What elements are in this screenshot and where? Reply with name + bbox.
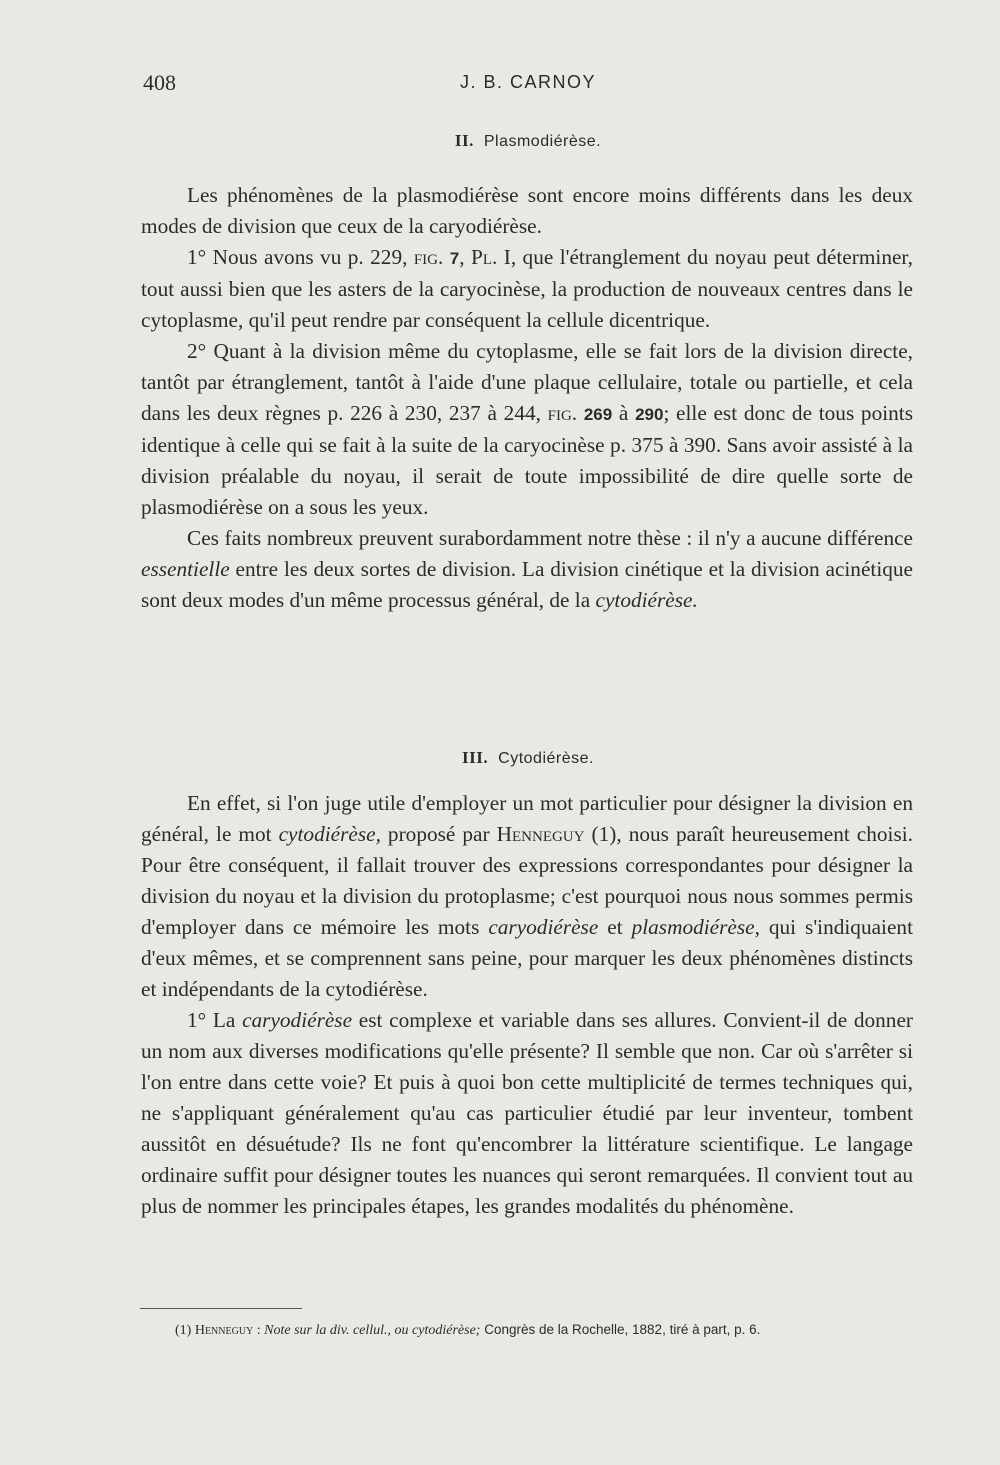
section-number: II.: [454, 131, 474, 150]
footnote: (1) Henneguy : Note sur la div. cellul., ou cytodiérèse; Congrès de la Rochelle, 1882, tiré à part, p. 6.: [175, 1322, 761, 1338]
section-heading-cytodierese: [143, 748, 913, 768]
paragraph: En effet, si l'on juge utile d'employer un mot particulier pour désigner la division en général, le mot cytodiérèse, proposé par Henneguy (1), nous paraît heureusement choisi. Pour être conséquent, il fallait trouver des expressions correspondantes pour désigner la division du noyau et la division du protoplasme; c'est pourquoi nous nous sommes permis d'employer dans ce mémoire les mots caryodiérèse et plasmodiérèse, qui s'indiquaient d'eux mêmes, et se comprennent sans peine, pour marquer les deux phénomènes distincts et indépendants de la cytodiérèse.: [141, 791, 913, 1001]
footnote-reference: (1): [584, 822, 617, 846]
paragraph: 1° La caryodiérèse est complexe et variable dans ses allures. Convient-il de donner un nom aux diverses modifications qu'elle présente? Il semble que non. Car où s'arrêter si l'on entre dans cette voie? Et puis à quoi bon cette multiplicité de termes techniques qui, ne s'appliquant généralement qu'au cas particulier étudié par leur inventeur, tombent aussitôt en désuétude? Ils ne font qu'encombrer la littérature scientifique. Le langage ordinaire suffit pour désigner toutes les nuances qui seront remarquées. Il convient tout au plus de nommer les principales étapes, les grandes modalités du phénomène.: [141, 1008, 913, 1218]
footnote-rule: [140, 1308, 302, 1309]
section-title: Plasmodiérèse.: [483, 133, 602, 150]
paragraph: Ces faits nombreux preuvent surabordamment notre thèse : il n'y a aucune différence essentielle entre les deux sortes de division. La division cinétique et la division acinétique sont deux modes d'un même processus général, de la cytodiérèse.: [141, 526, 913, 612]
footnote-title: Note sur la div. cellul., ou cytodiérèse;: [264, 1323, 481, 1338]
paragraph: 1° Nous avons vu p. 229, fig. 7, Pl. I, que l'étranglement du noyau peut déterminer, tout aussi bien que les asters de la caryocinèse, la production de nouveaux centres dans le cytoplasme, qu'il peut rendre par conséquent la cellule dicentrique.: [141, 245, 913, 332]
section-number: III.: [462, 748, 489, 767]
section-body-plasmodierese: [141, 180, 913, 616]
paragraph: 2° Quant à la division même du cytoplasme, elle se fait lors de la division directe, tantôt par étranglement, tantôt à l'aide d'une plaque cellulaire, totale ou partielle, et cela dans les deux règnes p. 226 à 230, 237 à 244, fig. 269 à 290; elle est donc de tous points identique à celle qui se fait à la suite de la caryocinèse p. 375 à 390. Sans avoir assisté à la division préalable du noyau, il serait de toute impossibilité de dire quelle sorte de plasmodiérèse on a sous les yeux.: [141, 339, 913, 519]
footnote-author: Henneguy: [194, 1323, 254, 1338]
footnote-marker: (1): [175, 1323, 192, 1338]
section-title: Cytodiérèse.: [498, 750, 594, 767]
section-body-cytodierese: [141, 788, 913, 1222]
section-heading-plasmodierese: [143, 131, 913, 151]
page-number: 408: [143, 70, 176, 95]
running-head: [143, 70, 913, 102]
paragraph: Les phénomènes de la plasmodiérèse sont encore moins différents dans les deux modes de division que ceux de la caryodiérèse.: [141, 183, 913, 238]
running-title: J. B. CARNOY: [459, 72, 597, 92]
